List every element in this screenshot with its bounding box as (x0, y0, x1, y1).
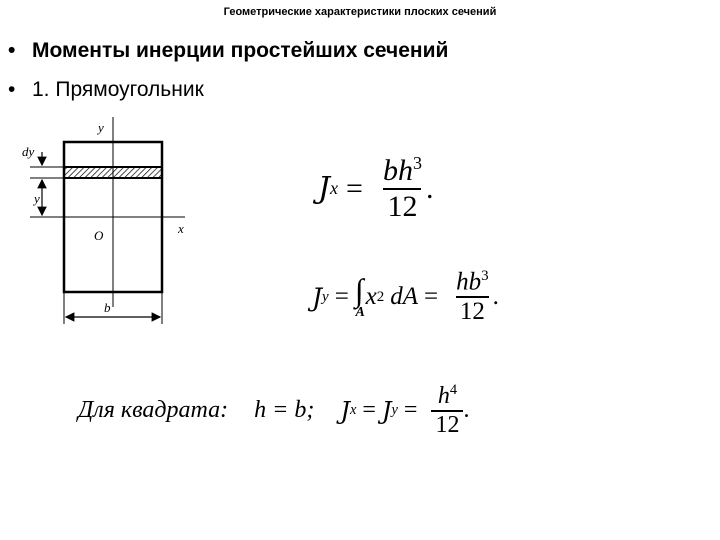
label-y-dimension: y (34, 191, 40, 206)
label-dy: dy (22, 144, 35, 159)
bullet-item-1 (8, 39, 448, 63)
label-b: b (104, 300, 111, 315)
rectangle-section-figure (20, 112, 200, 327)
slide-header: Геометрические характеристики плоских сечений (223, 6, 497, 18)
bullet-text: 1. Прямоугольник (32, 78, 204, 101)
formula-moment-y: J y = ∫ A x 2 dA = $\frac{hb^3}{12}$ . (312, 268, 499, 326)
bullet-text: Моменты инерции простейших сечений (32, 39, 449, 62)
bullet-dot: • (8, 78, 16, 101)
formula-moment-x: J x = $\frac{bh^3}{12}$ . (318, 153, 434, 223)
label-x-axis: x (178, 221, 184, 236)
fraction: $\frac{h^4}{12}$ (431, 382, 463, 439)
formula-square: Для квадрата: h = b; J x = J y = $\frac{h^4}{12}$ . (78, 382, 470, 438)
square-intro: Для квадрата: (78, 397, 229, 423)
square-condition: h = b; (254, 397, 315, 423)
label-y-axis: y (98, 120, 104, 135)
bullet-dot: • (8, 39, 16, 62)
fraction: $\frac{hb^3}{12}$ (456, 268, 489, 326)
fraction: $\frac{bh^3}{12}$ (382, 153, 422, 223)
integral: ∫ A (354, 272, 365, 321)
label-origin: O (94, 228, 104, 243)
bullet-item-2 (8, 78, 204, 102)
